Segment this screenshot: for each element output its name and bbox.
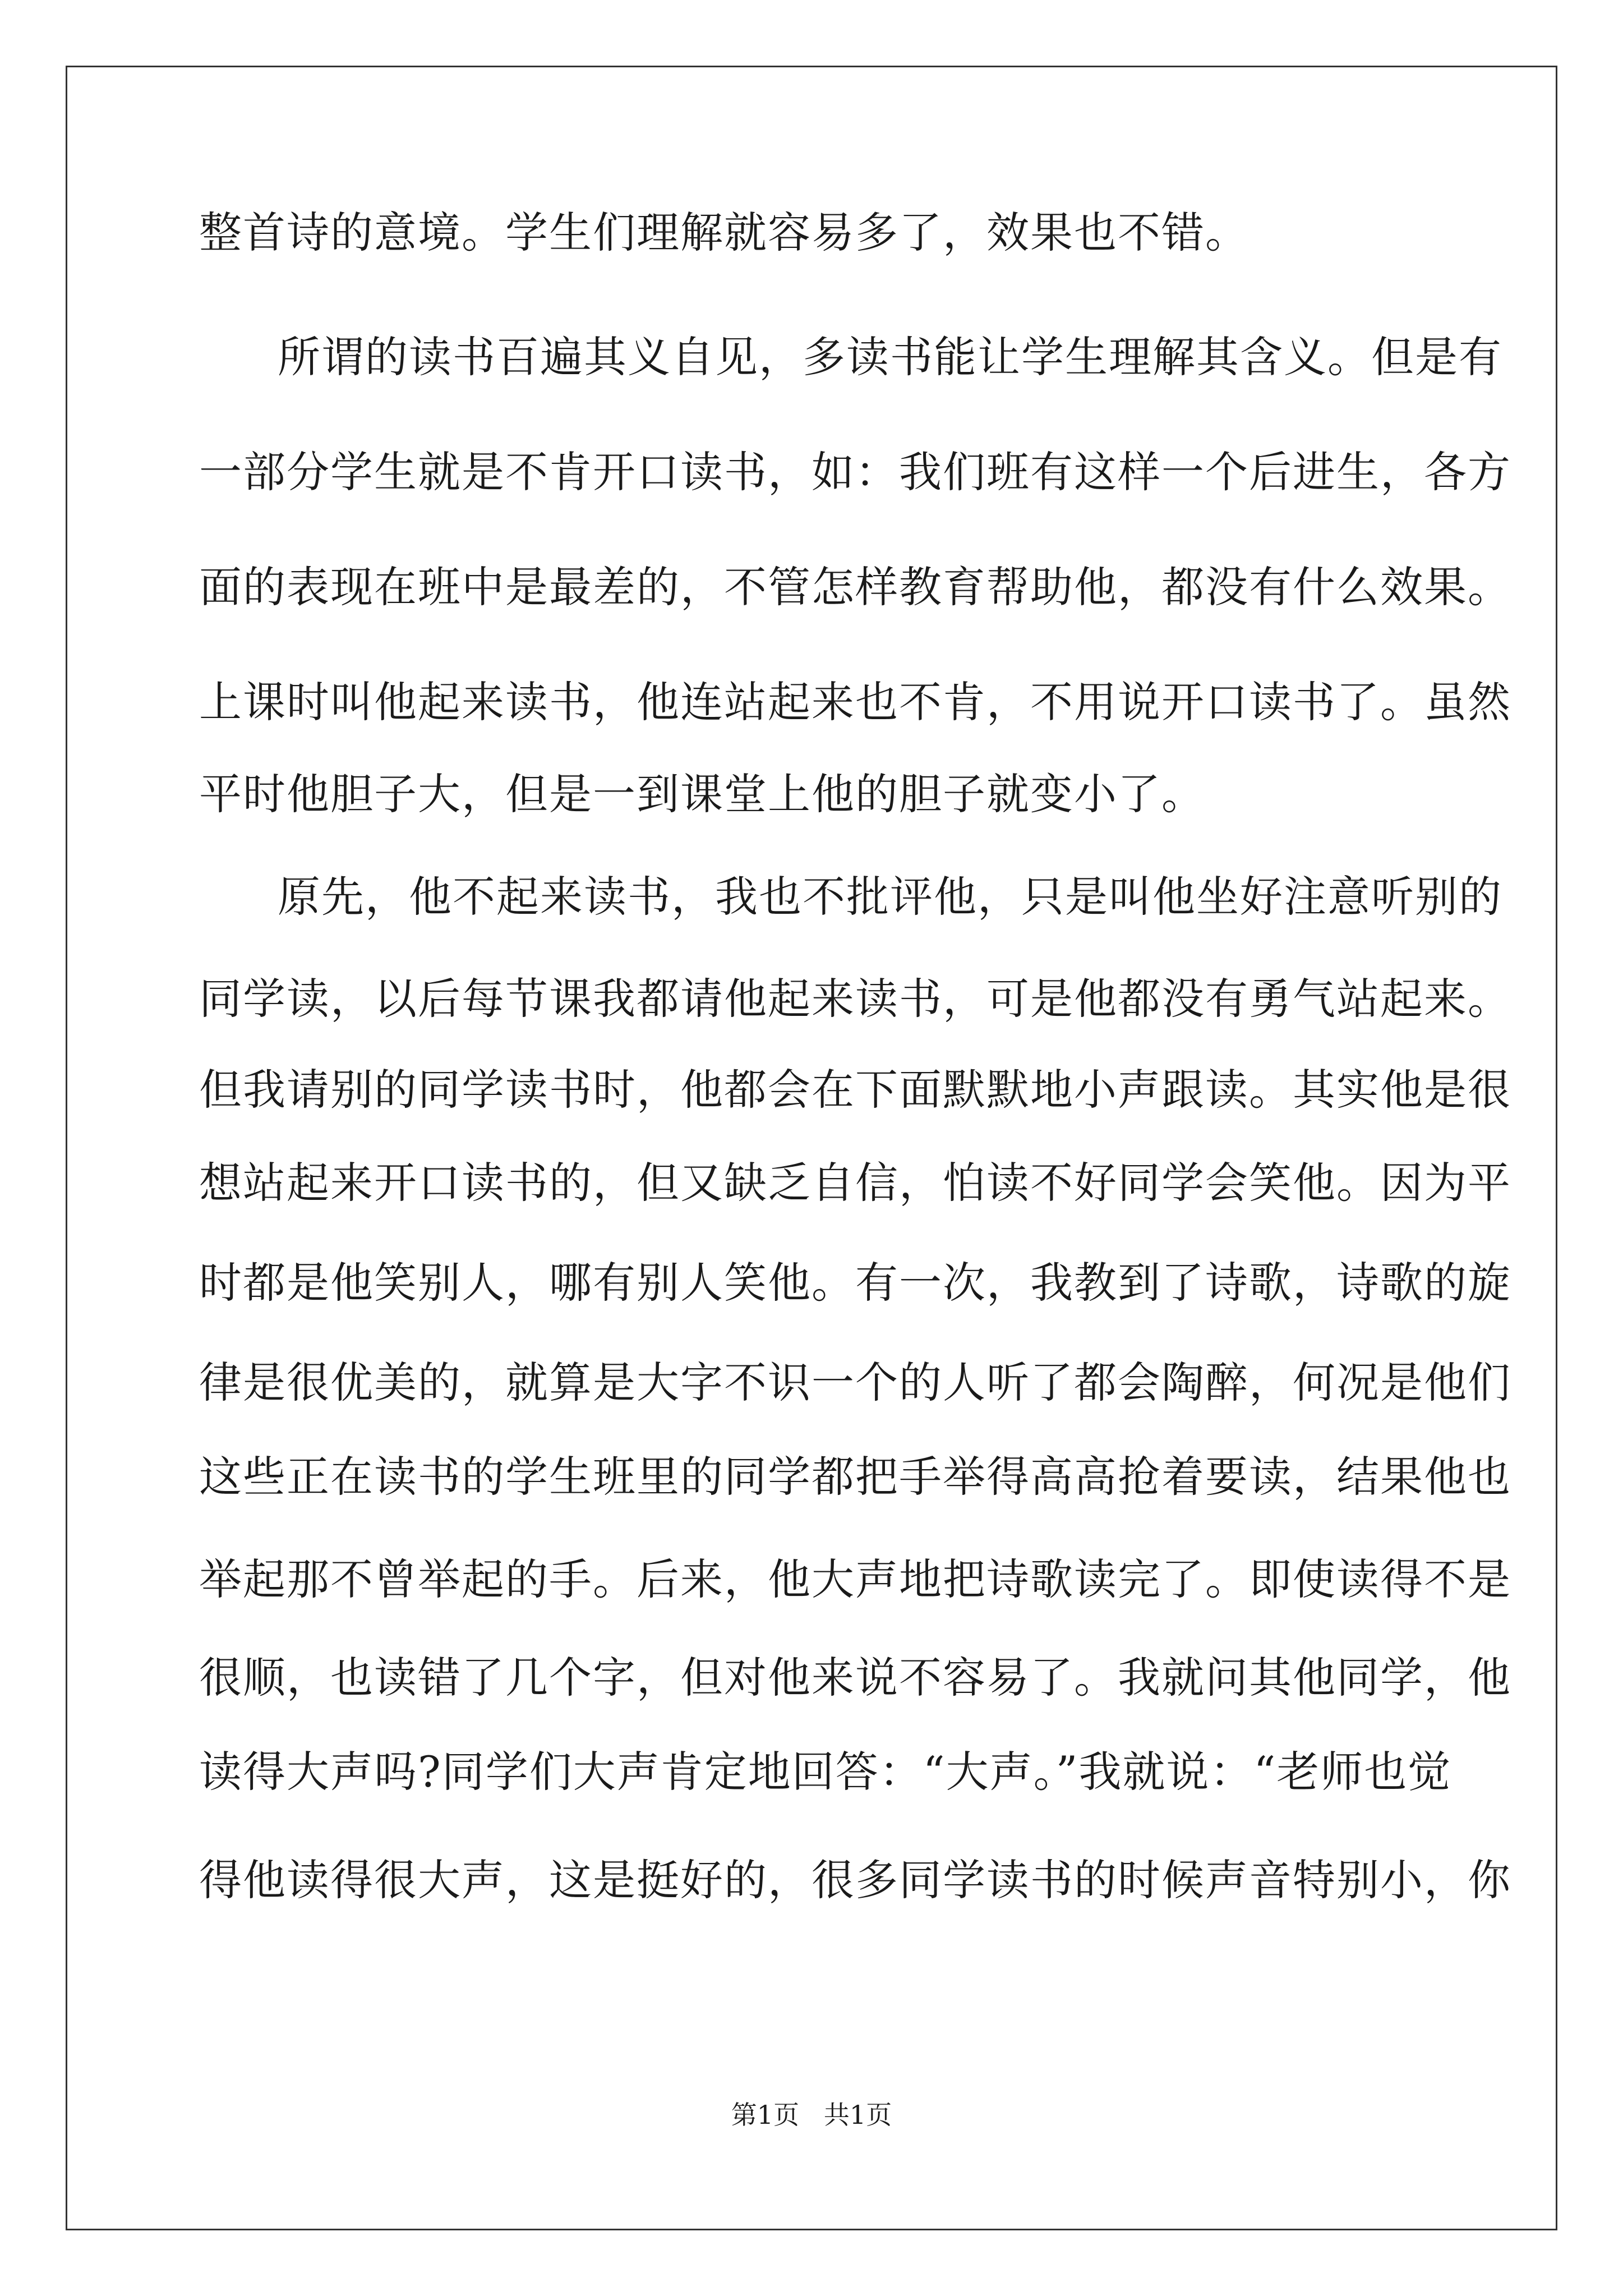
text-line: 得他读得很大声，这是挺好的，很多同学读书的时候声音特别小，你 [199,1855,1511,1905]
text-line: 但我请别的同学读书时，他都会在下面默默地小声跟读。其实他是很 [199,1065,1511,1115]
page-number-footer: 第1页 共1页 [731,2100,892,2130]
text-line: 很顺，也读错了几个字，但对他来说不容易了。我就问其他同学，他 [199,1653,1511,1703]
paragraph-first-line: 所谓的读书百遍其义自见，多读书能让学生理解其含义。但是有 [278,332,1502,382]
text-line: 平时他胆子大，但是一到课堂上他的胆子就变小了。 [199,769,1205,819]
text-line: 举起那不曾举起的手。后来，他大声地把诗歌读完了。即使读得不是 [199,1554,1511,1604]
paragraph-first-line: 原先，他不起来读书，我也不批评他，只是叫他坐好注意听别的 [278,872,1502,922]
text-line: 读得大声吗?同学们大声肯定地回答：“大声。”我就说：“老师也觉 [199,1747,1452,1797]
text-line: 上课时叫他起来读书，他连站起来也不肯，不用说开口读书了。虽然 [199,677,1511,727]
text-line: 同学读，以后每节课我都请他起来读书，可是他都没有勇气站起来。 [199,974,1511,1024]
text-line: 面的表现在班中是最差的，不管怎样教育帮助他，都没有什么效果。 [199,562,1511,612]
text-line: 这些正在读书的学生班里的同学都把手举得高高抢着要读，结果他也 [199,1452,1511,1502]
text-line: 一部分学生就是不肯开口读书，如：我们班有这样一个后进生，各方 [199,447,1511,497]
text-line: 整首诗的意境。学生们理解就容易多了，效果也不错。 [199,208,1249,257]
text-line: 想站起来开口读书的，但又缺乏自信，怕读不好同学会笑他。因为平 [199,1158,1511,1208]
page-border [66,66,1557,2230]
text-line: 时都是他笑别人，哪有别人笑他。有一次，我教到了诗歌，诗歌的旋 [199,1258,1511,1308]
text-line: 律是很优美的，就算是大字不识一个的人听了都会陶醉，何况是他们 [199,1358,1511,1407]
